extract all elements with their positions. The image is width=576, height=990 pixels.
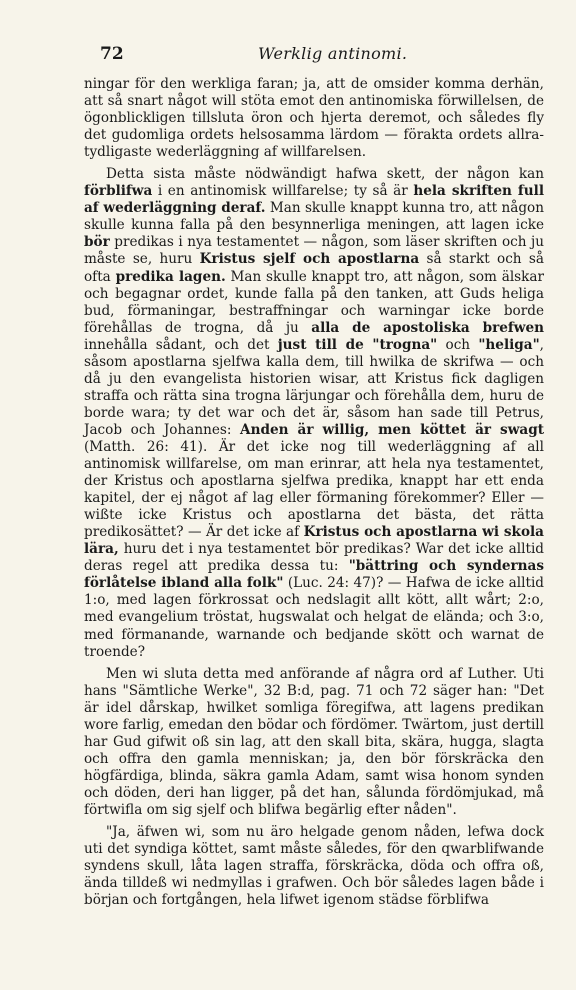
text-run: ningar för den werkliga faran; ja, att de omsider komma derhän, att så snart något will stöta emot den antinomiska förwillelsen, de ögonblickligen tillsluta öron och hjerta deremot, och således fly det gudomliga ordets helsosamma lärdom — förakta ordets allra-tydligaste wederläggning af willfarelsen.	[84, 76, 544, 161]
page-header	[0, 44, 576, 68]
running-title: Werklig antinomi.	[258, 44, 408, 63]
paragraph	[84, 666, 544, 819]
emphasized-text: hela skriften full af wederläggning deraf.	[84, 183, 544, 217]
text-run: Men wi sluta detta med anförande af några ord af Luther. Uti hans "Sämtliche Werke", 32 B:d, pag. 71 och 72 säger han: "Det är idel dårskap, hwilket somliga föregifwa, att lagens predikan wore farlig, emedan den bödar och fördömer. Twärtom, just dertill har Gud gifwit oß sin lag, att den skall bita, skära, hugga, slagta och offra den gamla menniskan; ja, den bör förskräcka den högfärdiga, blinda, säkra gamla Adam, samt wisa honom synden och döden, deri han ligger, på det han, sålunda fördömjukad, må förtwifla om sig sjelf och blifwa begärlig efter nåden".	[84, 665, 544, 818]
text-run: "Ja, äfwen wi, som nu äro helgade genom nåden, lefwa dock uti det syndiga köttet, samt måste således, för den qwarblifwande syndens skull, låta lagen straffa, förskräcka, döda och offra oß, ända tilldeß wi nedmyllas i grafwen. Och bör således lagen både i början och fortgången, hela lifwet igenom städse förblifwa	[84, 824, 544, 909]
emphasized-text: alla de apostoliska brefwen	[311, 319, 544, 336]
emphasized-text: bör	[84, 234, 110, 251]
paragraph	[84, 76, 544, 161]
text-run: (Matth. 26: 41). Är det icke nog till wederläggning af all antinomisk willfarelse, om man erinrar, att hela nya testamentet, der Kristus och apostlarna sjelfwa predika, knappt har ett enda kapitel, der ej något af lag eller förmaning förekommer? Eller — wißte icke Kristus och apostlarna det bästa, det rätta predikosättet? — Är det icke af	[84, 438, 544, 541]
paragraph	[84, 166, 544, 660]
page-number: 72	[100, 44, 124, 64]
emphasized-text: "bättring och syndernas förlåtelse ibland alla folk"	[84, 558, 544, 592]
text-run: (Luc. 24: 47)? — Hafwa de icke alltid 1:o, med lagen förkrossat och nedslagit allt kött, allt wårt; 2:o, med evangelium tröstat, hugswalat och helgat de elända; och 3:o, med förmanande, warnande och bedjande skött och warnat de troende?	[84, 575, 544, 660]
text-run: i en antinomisk willfarelse; ty så är	[152, 183, 414, 200]
emphasized-text: just till de "trogna"	[277, 336, 438, 353]
text-run: så starkt och så ofta	[84, 251, 544, 285]
text-run: Man skulle knappt tro, att någon, som älskar och begagnar ordet, kunde falla på den tanken, att Guds heliga bud, förmaningar, bestraffningar och warningar icke borde förehållas de trogna, då ju	[84, 268, 544, 336]
text-run: Detta sista måste nödwändigt hafwa skett, der någon kan	[106, 166, 544, 183]
text-run: huru det i nya testamentet bör predikas? War det icke alltid deras regel att predika dessa tu:	[84, 541, 544, 575]
text-run: innehålla sådant, och det	[84, 336, 278, 353]
body-text	[84, 76, 544, 909]
emphasized-text: förblifwa	[84, 183, 153, 200]
text-run: predikas i nya testamentet — någon, som läser skriften och ju måste se, huru	[84, 234, 544, 268]
text-run: Man skulle knappt kunna tro, att någon skulle kunna falla på den besynnerliga meningen, att lagen icke	[84, 200, 544, 234]
emphasized-text: Anden är willig, men köttet är swagt	[240, 421, 544, 438]
paragraph	[84, 824, 544, 909]
text-run: , såsom apostlarna sjelfwa kalla dem, till hwilka de skrifwa — och då ju den evangelista historien wisar, att Kristus fick dagligen straffa och rätta sina trogna lärjungar och förehålla dem, huru de borde wara; ty det war och det är, såsom han sade till Petrus, Jacob och Johannes:	[84, 336, 544, 438]
emphasized-text: Kristus sjelf och apostlarna	[199, 251, 420, 268]
text-run: och	[437, 336, 479, 353]
emphasized-text: predika lagen.	[115, 268, 226, 285]
emphasized-text: Kristus och apostlarna wi skola lära,	[84, 524, 544, 558]
emphasized-text: "heliga"	[478, 336, 540, 353]
